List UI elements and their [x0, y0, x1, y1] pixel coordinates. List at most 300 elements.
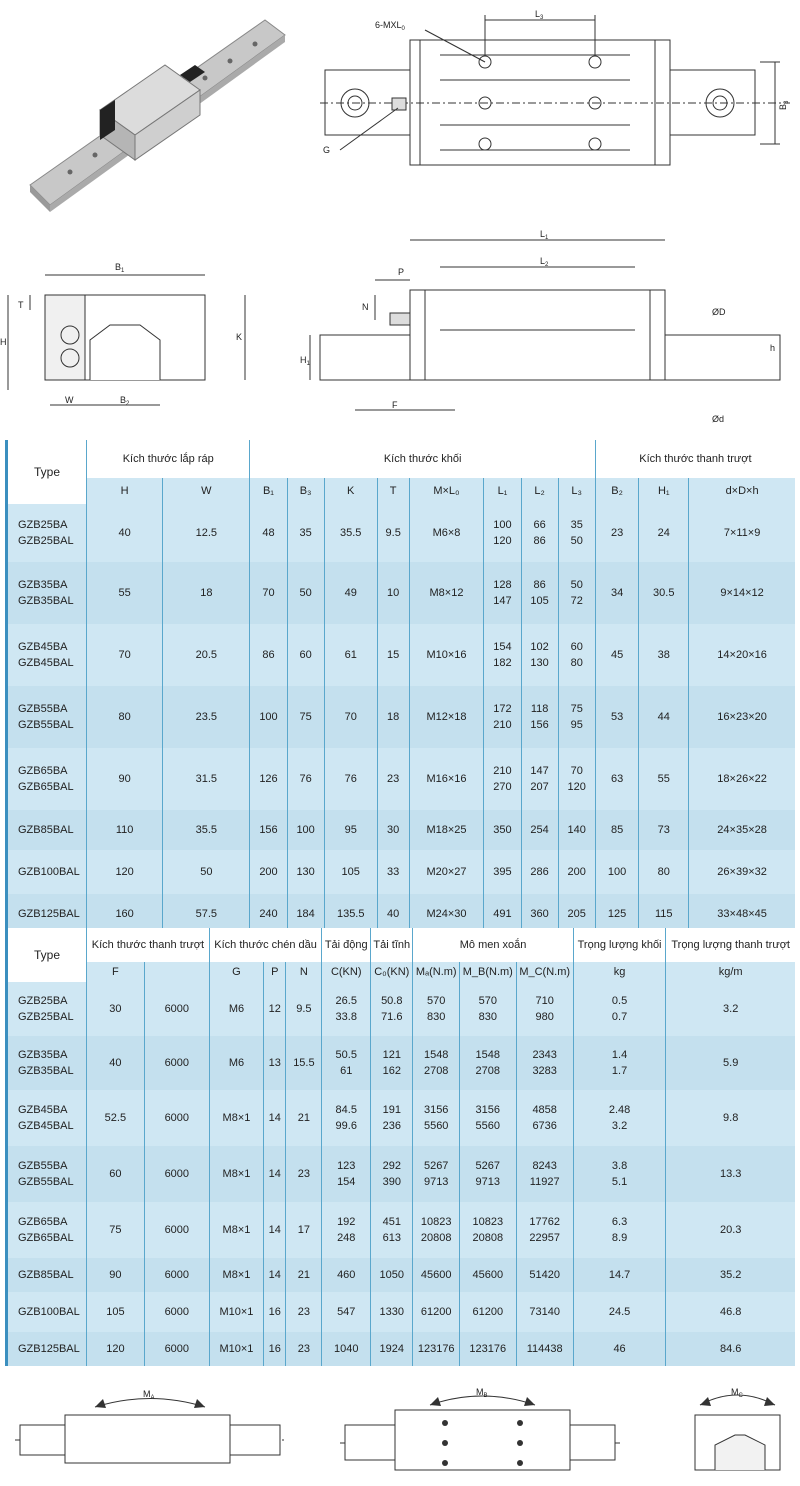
- table-cell: 26×39×32: [689, 850, 795, 894]
- table-row: [7, 748, 796, 810]
- table-cell: 360: [521, 894, 558, 934]
- group-moment-header: Mô men xoắn: [413, 928, 573, 962]
- table-cell: 10823 20808: [460, 1202, 517, 1258]
- table1-col-header: H₁: [639, 478, 689, 504]
- table1-col-header: L₂: [521, 478, 558, 504]
- top-view-diagram: [320, 0, 800, 180]
- table2-col-header: C(KN): [322, 962, 371, 982]
- table-cell: 1924: [371, 1332, 413, 1366]
- table-row: [7, 810, 796, 850]
- product-illustration: [0, 0, 300, 220]
- group-oil-header: Kích thước chén dầu: [209, 928, 322, 962]
- table1-col-header: B₂: [595, 478, 639, 504]
- table-cell: 200: [558, 850, 595, 894]
- table-cell: 13.3: [666, 1146, 795, 1202]
- group-block-weight-header: Trọng lượng khối: [573, 928, 666, 962]
- label-l1: $L_1$: [540, 229, 549, 241]
- table-cell: 86 105: [521, 562, 558, 624]
- table-cell: M10×1: [209, 1292, 263, 1332]
- table-cell: 50.5 61: [322, 1036, 371, 1090]
- table2-col-header: [144, 962, 209, 982]
- table-row: [7, 686, 796, 748]
- table-cell: M10×16: [409, 624, 484, 686]
- table-cell: 57.5: [163, 894, 250, 934]
- table-cell: 0.5 0.7: [573, 982, 666, 1036]
- table-cell: M24×30: [409, 894, 484, 934]
- table-cell: 10: [377, 562, 409, 624]
- table-cell: 12: [264, 982, 286, 1036]
- table-cell: 6000: [144, 1202, 209, 1258]
- label-p: P: [398, 267, 405, 277]
- table-cell: 90: [87, 1258, 145, 1292]
- label-l3: $L_3$: [535, 9, 544, 21]
- table1-col-header: L₁: [484, 478, 521, 504]
- row-type: GZB25BA GZB25BAL: [7, 504, 87, 562]
- table-cell: 23: [286, 1292, 322, 1332]
- table-cell: 192 248: [322, 1202, 371, 1258]
- label-k: K: [236, 332, 243, 342]
- table1-col-header: H: [87, 478, 163, 504]
- table-cell: M6: [209, 1036, 263, 1090]
- group-static-header: Tải tĩnh: [371, 928, 413, 962]
- table-cell: 184: [287, 894, 324, 934]
- table-cell: 16×23×20: [689, 686, 795, 748]
- table-cell: 84.5 99.6: [322, 1090, 371, 1146]
- table-row: [7, 1258, 796, 1292]
- table-cell: 21: [286, 1258, 322, 1292]
- table-cell: 147 207: [521, 748, 558, 810]
- table-cell: 114438: [516, 1332, 573, 1366]
- table-cell: 13: [264, 1036, 286, 1090]
- table2-col-header: M_C(N.m): [516, 962, 573, 982]
- table-cell: 18: [163, 562, 250, 624]
- table-cell: 120: [87, 1332, 145, 1366]
- table-cell: 80: [639, 850, 689, 894]
- table-cell: 1050: [371, 1258, 413, 1292]
- table1-col-header: T: [377, 478, 409, 504]
- moment-c-diagram: [695, 1387, 780, 1470]
- table-cell: 40: [87, 504, 163, 562]
- table-cell: 5267 9713: [413, 1146, 460, 1202]
- label-h-small: h: [770, 343, 776, 353]
- table-cell: 95: [324, 810, 377, 850]
- table-cell: 9.8: [666, 1090, 795, 1146]
- table-row: [7, 504, 796, 562]
- row-type: GZB55BA GZB55BAL: [7, 1146, 87, 1202]
- table-cell: 55: [639, 748, 689, 810]
- table-cell: 53: [595, 686, 639, 748]
- table2-col-header: kg/m: [666, 962, 795, 982]
- table-cell: 460: [322, 1258, 371, 1292]
- table-cell: 570 830: [460, 982, 517, 1036]
- table-cell: 350: [484, 810, 521, 850]
- table-cell: 135.5: [324, 894, 377, 934]
- table-cell: 61200: [413, 1292, 460, 1332]
- table-cell: 46: [573, 1332, 666, 1366]
- table-cell: 1040: [322, 1332, 371, 1366]
- table-cell: 35 50: [558, 504, 595, 562]
- row-type: GZB35BA GZB35BAL: [7, 1036, 87, 1090]
- table-cell: 70: [250, 562, 287, 624]
- row-type: GZB65BA GZB65BAL: [7, 1202, 87, 1258]
- table-row: [7, 1332, 796, 1366]
- row-type: GZB85BAL: [7, 810, 87, 850]
- table-cell: 451 613: [371, 1202, 413, 1258]
- table-cell: 130: [287, 850, 324, 894]
- dimensions-table: [5, 440, 795, 934]
- row-type: GZB55BA GZB55BAL: [7, 686, 87, 748]
- table-cell: 4858 6736: [516, 1090, 573, 1146]
- table-cell: 70: [324, 686, 377, 748]
- table-cell: 75: [287, 686, 324, 748]
- table-cell: 14: [264, 1146, 286, 1202]
- table-cell: 35.5: [163, 810, 250, 850]
- table-cell: 105: [324, 850, 377, 894]
- table-cell: 16: [264, 1292, 286, 1332]
- table-cell: 2.48 3.2: [573, 1090, 666, 1146]
- table-cell: 140: [558, 810, 595, 850]
- table-row: [7, 1146, 796, 1202]
- table-cell: 125: [595, 894, 639, 934]
- table-cell: 30.5: [639, 562, 689, 624]
- row-type: GZB35BA GZB35BAL: [7, 562, 87, 624]
- table-cell: 123176: [460, 1332, 517, 1366]
- table-cell: 24.5: [573, 1292, 666, 1332]
- table-cell: 24×35×28: [689, 810, 795, 850]
- label-b1: $B_1$: [115, 262, 125, 274]
- table1-col-header: d×D×h: [689, 478, 795, 504]
- table-cell: 6000: [144, 1036, 209, 1090]
- label-h: H: [0, 337, 7, 347]
- table-cell: 3156 5560: [413, 1090, 460, 1146]
- table1-col-header: W: [163, 478, 250, 504]
- table-cell: 240: [250, 894, 287, 934]
- table-cell: 75 95: [558, 686, 595, 748]
- row-type: GZB100BAL: [7, 1292, 87, 1332]
- table-cell: 710 980: [516, 982, 573, 1036]
- table-cell: 14.7: [573, 1258, 666, 1292]
- table-cell: 35.5: [324, 504, 377, 562]
- table2-col-header: Mₐ(N.m): [413, 962, 460, 982]
- table-cell: 100: [287, 810, 324, 850]
- table-cell: 200: [250, 850, 287, 894]
- table-cell: 14: [264, 1202, 286, 1258]
- table-cell: M8×1: [209, 1146, 263, 1202]
- row-type: GZB100BAL: [7, 850, 87, 894]
- table-cell: M20×27: [409, 850, 484, 894]
- table-cell: 18×26×22: [689, 748, 795, 810]
- table-cell: M12×18: [409, 686, 484, 748]
- table-cell: 35.2: [666, 1258, 795, 1292]
- table-cell: 7×11×9: [689, 504, 795, 562]
- table-cell: 44: [639, 686, 689, 748]
- table-cell: 50 72: [558, 562, 595, 624]
- table-cell: 40: [377, 894, 409, 934]
- table-cell: 75: [87, 1202, 145, 1258]
- group-block-header: Kích thước khối: [250, 440, 595, 478]
- table-cell: 51420: [516, 1258, 573, 1292]
- table-cell: 85: [595, 810, 639, 850]
- row-type: GZB45BA GZB45BAL: [7, 624, 87, 686]
- table2-col-header: N: [286, 962, 322, 982]
- table-cell: 33: [377, 850, 409, 894]
- table-cell: 1330: [371, 1292, 413, 1332]
- table-cell: 76: [324, 748, 377, 810]
- moment-diagrams: [0, 1385, 800, 1485]
- table-cell: 31.5: [163, 748, 250, 810]
- table-cell: 570 830: [413, 982, 460, 1036]
- label-g: G: [323, 145, 331, 155]
- table2-col-header: G: [209, 962, 263, 982]
- table-cell: 100: [250, 686, 287, 748]
- table-cell: 24: [639, 504, 689, 562]
- table-cell: M8×1: [209, 1202, 263, 1258]
- table-cell: M16×16: [409, 748, 484, 810]
- table-cell: 120: [87, 850, 163, 894]
- table-cell: 45: [595, 624, 639, 686]
- table-cell: 110: [87, 810, 163, 850]
- table-cell: 80: [87, 686, 163, 748]
- table-cell: 210 270: [484, 748, 521, 810]
- table-cell: 100: [595, 850, 639, 894]
- label-od-big: ØD: [712, 307, 726, 317]
- table-cell: 115: [639, 894, 689, 934]
- table-cell: 5.9: [666, 1036, 795, 1090]
- table-cell: 40: [87, 1036, 145, 1090]
- table-cell: 18: [377, 686, 409, 748]
- label-w: W: [65, 395, 74, 405]
- table-cell: 6000: [144, 1090, 209, 1146]
- table-row: [7, 982, 796, 1036]
- table-cell: 123 154: [322, 1146, 371, 1202]
- row-type: GZB25BA GZB25BAL: [7, 982, 87, 1036]
- table-row: [7, 1202, 796, 1258]
- table-cell: 60 80: [558, 624, 595, 686]
- table-cell: M10×1: [209, 1332, 263, 1366]
- table-cell: 17762 22957: [516, 1202, 573, 1258]
- table-cell: 55: [87, 562, 163, 624]
- table-cell: 17: [286, 1202, 322, 1258]
- table-cell: 6000: [144, 1146, 209, 1202]
- table-cell: 23: [595, 504, 639, 562]
- table-cell: 60: [87, 1146, 145, 1202]
- table-cell: 23.5: [163, 686, 250, 748]
- table-cell: 9×14×12: [689, 562, 795, 624]
- side-view-diagram: [300, 225, 795, 430]
- table-cell: M8×1: [209, 1258, 263, 1292]
- table-cell: 154 182: [484, 624, 521, 686]
- svg-text:MC: $M_C$: [731, 1387, 743, 1399]
- row-type: GZB125BAL: [7, 1332, 87, 1366]
- table-cell: 14×20×16: [689, 624, 795, 686]
- table-cell: 70 120: [558, 748, 595, 810]
- table-cell: 50: [287, 562, 324, 624]
- table1-col-header: K: [324, 478, 377, 504]
- table-cell: 3.8 5.1: [573, 1146, 666, 1202]
- table-cell: 16: [264, 1332, 286, 1366]
- label-t: T: [18, 300, 24, 310]
- row-type: GZB65BA GZB65BAL: [7, 748, 87, 810]
- table-cell: 15.5: [286, 1036, 322, 1090]
- table-cell: 395: [484, 850, 521, 894]
- table-cell: 23: [286, 1332, 322, 1366]
- table-cell: M18×25: [409, 810, 484, 850]
- table2-col-header: C₀(KN): [371, 962, 413, 982]
- table-cell: 6000: [144, 1332, 209, 1366]
- moment-a-diagram: [15, 1389, 285, 1463]
- table-cell: 2343 3283: [516, 1036, 573, 1090]
- table-cell: 38: [639, 624, 689, 686]
- table-cell: 118 156: [521, 686, 558, 748]
- table-cell: 90: [87, 748, 163, 810]
- table-cell: 3156 5560: [460, 1090, 517, 1146]
- table-cell: 14: [264, 1090, 286, 1146]
- table-cell: 52.5: [87, 1090, 145, 1146]
- table2-col-header: kg: [573, 962, 666, 982]
- table1-col-header: L₃: [558, 478, 595, 504]
- label-h1: $H_1$: [300, 355, 310, 367]
- group-rail2-header: Kích thước thanh trượt: [87, 928, 210, 962]
- table-cell: 46.8: [666, 1292, 795, 1332]
- table-cell: 191 236: [371, 1090, 413, 1146]
- table-cell: M6×8: [409, 504, 484, 562]
- table-cell: 121 162: [371, 1036, 413, 1090]
- table-cell: 63: [595, 748, 639, 810]
- table-cell: 21: [286, 1090, 322, 1146]
- table-cell: 156: [250, 810, 287, 850]
- table-cell: 35: [287, 504, 324, 562]
- table-cell: 100 120: [484, 504, 521, 562]
- table-cell: 86: [250, 624, 287, 686]
- table-cell: 23: [286, 1146, 322, 1202]
- label-mxl: $6-MXL_0$: [375, 20, 405, 32]
- table-cell: 205: [558, 894, 595, 934]
- table-cell: 160: [87, 894, 163, 934]
- table-cell: 10823 20808: [413, 1202, 460, 1258]
- table-cell: M8×1: [209, 1090, 263, 1146]
- group-rail-weight-header: Trọng lượng thanh trượt: [666, 928, 795, 962]
- group-mounting-header: Kích thước lắp ráp: [87, 440, 250, 478]
- table-cell: M6: [209, 982, 263, 1036]
- table2-col-header: M_B(N.m): [460, 962, 517, 982]
- load-table: [5, 928, 795, 1366]
- col-type-header: Type: [7, 440, 87, 504]
- table-cell: 286: [521, 850, 558, 894]
- table-cell: 547: [322, 1292, 371, 1332]
- table-cell: 6000: [144, 982, 209, 1036]
- table-cell: 34: [595, 562, 639, 624]
- table-cell: 60: [287, 624, 324, 686]
- label-b3: $B_3$: [778, 100, 790, 110]
- label-l2: $L_2$: [540, 256, 549, 268]
- table-cell: 14: [264, 1258, 286, 1292]
- table-cell: 6000: [144, 1292, 209, 1332]
- table-cell: 30: [87, 982, 145, 1036]
- row-type: GZB45BA GZB45BAL: [7, 1090, 87, 1146]
- table-cell: 1.4 1.7: [573, 1036, 666, 1090]
- table-cell: 15: [377, 624, 409, 686]
- table-cell: 6000: [144, 1258, 209, 1292]
- table-cell: 84.6: [666, 1332, 795, 1366]
- table-cell: 73: [639, 810, 689, 850]
- label-n: N: [362, 302, 369, 312]
- label-b2: $B_2$: [120, 395, 130, 407]
- table-cell: 20.3: [666, 1202, 795, 1258]
- table-cell: 26.5 33.8: [322, 982, 371, 1036]
- table-row: [7, 1036, 796, 1090]
- table1-col-header: M×L₀: [409, 478, 484, 504]
- table-cell: 45600: [460, 1258, 517, 1292]
- table-cell: 12.5: [163, 504, 250, 562]
- table-cell: 73140: [516, 1292, 573, 1332]
- table-cell: 1548 2708: [413, 1036, 460, 1090]
- table-cell: 254: [521, 810, 558, 850]
- table-cell: 6.3 8.9: [573, 1202, 666, 1258]
- table-cell: 66 86: [521, 504, 558, 562]
- table-cell: 49: [324, 562, 377, 624]
- table-cell: 50.8 71.6: [371, 982, 413, 1036]
- table-cell: 126: [250, 748, 287, 810]
- table-cell: 105: [87, 1292, 145, 1332]
- table-cell: 1548 2708: [460, 1036, 517, 1090]
- table-cell: 48: [250, 504, 287, 562]
- table-cell: 5267 9713: [460, 1146, 517, 1202]
- table-cell: 9.5: [286, 982, 322, 1036]
- table-cell: 102 130: [521, 624, 558, 686]
- row-type: GZB125BAL: [7, 894, 87, 934]
- table-cell: 45600: [413, 1258, 460, 1292]
- table-cell: 123176: [413, 1332, 460, 1366]
- table-cell: 50: [163, 850, 250, 894]
- table-cell: 292 390: [371, 1146, 413, 1202]
- table1-col-header: B₃: [287, 478, 324, 504]
- col-type-header-2: Type: [7, 928, 87, 982]
- table-cell: 20.5: [163, 624, 250, 686]
- table-cell: 23: [377, 748, 409, 810]
- table-cell: 3.2: [666, 982, 795, 1036]
- table-cell: M8×12: [409, 562, 484, 624]
- moment-b-diagram: [340, 1387, 620, 1470]
- table2-col-header: P: [264, 962, 286, 982]
- table-row: [7, 562, 796, 624]
- svg-text:MB: $M_B$: [476, 1387, 488, 1399]
- group-dynamic-header: Tải động: [322, 928, 371, 962]
- table-cell: 8243 11927: [516, 1146, 573, 1202]
- table-cell: 76: [287, 748, 324, 810]
- front-view-diagram: [0, 250, 270, 420]
- table-row: [7, 1090, 796, 1146]
- group-rail-header: Kích thước thanh trượt: [595, 440, 795, 478]
- label-od-small: Ød: [712, 414, 725, 424]
- table1-col-header: B₁: [250, 478, 287, 504]
- table-cell: 9.5: [377, 504, 409, 562]
- table-row: [7, 624, 796, 686]
- label-f: F: [392, 400, 398, 410]
- table-cell: 172 210: [484, 686, 521, 748]
- table-cell: 61: [324, 624, 377, 686]
- table-cell: 33×48×45: [689, 894, 795, 934]
- table2-col-header: F: [87, 962, 145, 982]
- table-row: [7, 850, 796, 894]
- svg-text:MA: $M_A$: [143, 1389, 155, 1401]
- table-row: [7, 1292, 796, 1332]
- table-cell: 30: [377, 810, 409, 850]
- table-cell: 128 147: [484, 562, 521, 624]
- table-cell: 491: [484, 894, 521, 934]
- table-cell: 70: [87, 624, 163, 686]
- table-cell: 61200: [460, 1292, 517, 1332]
- row-type: GZB85BAL: [7, 1258, 87, 1292]
